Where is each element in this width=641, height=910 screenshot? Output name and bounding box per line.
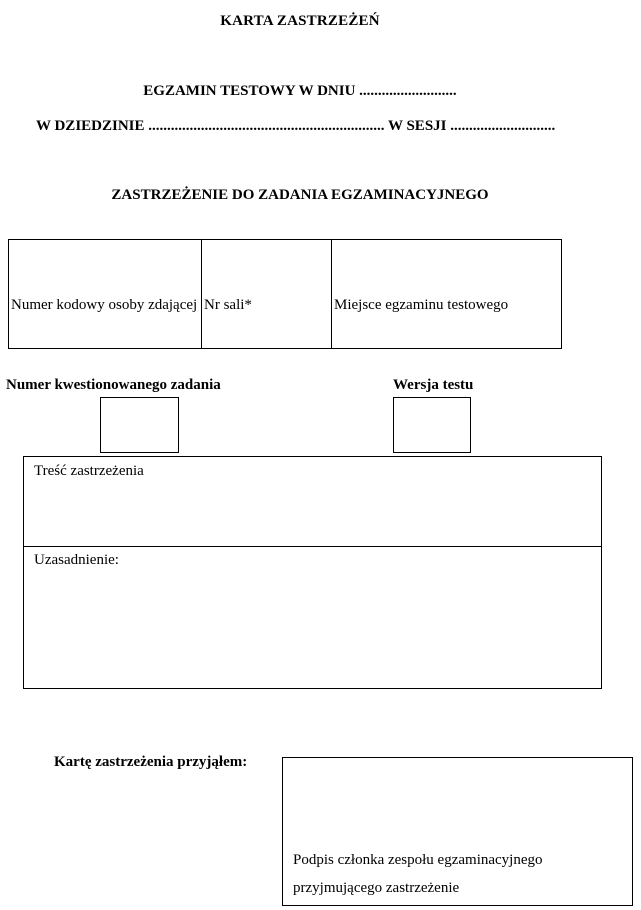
test-version-label: Wersja testu xyxy=(393,377,474,393)
objection-box xyxy=(23,456,602,689)
exam-date-line: EGZAMIN TESTOWY W DNIU .......................... xyxy=(143,83,457,99)
objection-content-label: Treść zastrzeżenia xyxy=(34,463,144,479)
candidate-info-table xyxy=(8,239,562,349)
room-number-label: Nr sali* xyxy=(204,297,252,313)
exam-place-label: Miejsce egzaminu testowego xyxy=(334,297,509,313)
code-number-label: Numer kodowy osoby zdającej xyxy=(11,297,198,313)
code-number-cell[interactable] xyxy=(9,240,202,348)
field-session-line: W DZIEDZINIE ............................................................... W SESJI ............................ xyxy=(36,118,556,134)
objection-section-title: ZASTRZEŻENIE DO ZADANIA EGZAMINACYJNEGO xyxy=(111,187,489,203)
objection-content-field[interactable] xyxy=(24,457,601,547)
justification-field[interactable] xyxy=(24,546,601,688)
exam-place-cell[interactable] xyxy=(332,240,561,348)
test-version-field[interactable] xyxy=(393,397,471,453)
justification-label: Uzasadnienie: xyxy=(34,552,119,568)
question-number-label: Numer kwestionowanego zadania xyxy=(6,377,221,393)
question-number-field[interactable] xyxy=(100,397,179,453)
signature-box[interactable] xyxy=(282,757,633,906)
room-number-cell[interactable] xyxy=(202,240,332,348)
accepted-label: Kartę zastrzeżenia przyjąłem: xyxy=(54,754,248,770)
signature-line-2: przyjmującego zastrzeżenie xyxy=(293,880,460,896)
signature-line-1: Podpis członka zespołu egzaminacyjnego xyxy=(293,852,543,868)
document-title: KARTA ZASTRZEŻEŃ xyxy=(220,13,380,29)
signature-caption xyxy=(293,846,543,902)
